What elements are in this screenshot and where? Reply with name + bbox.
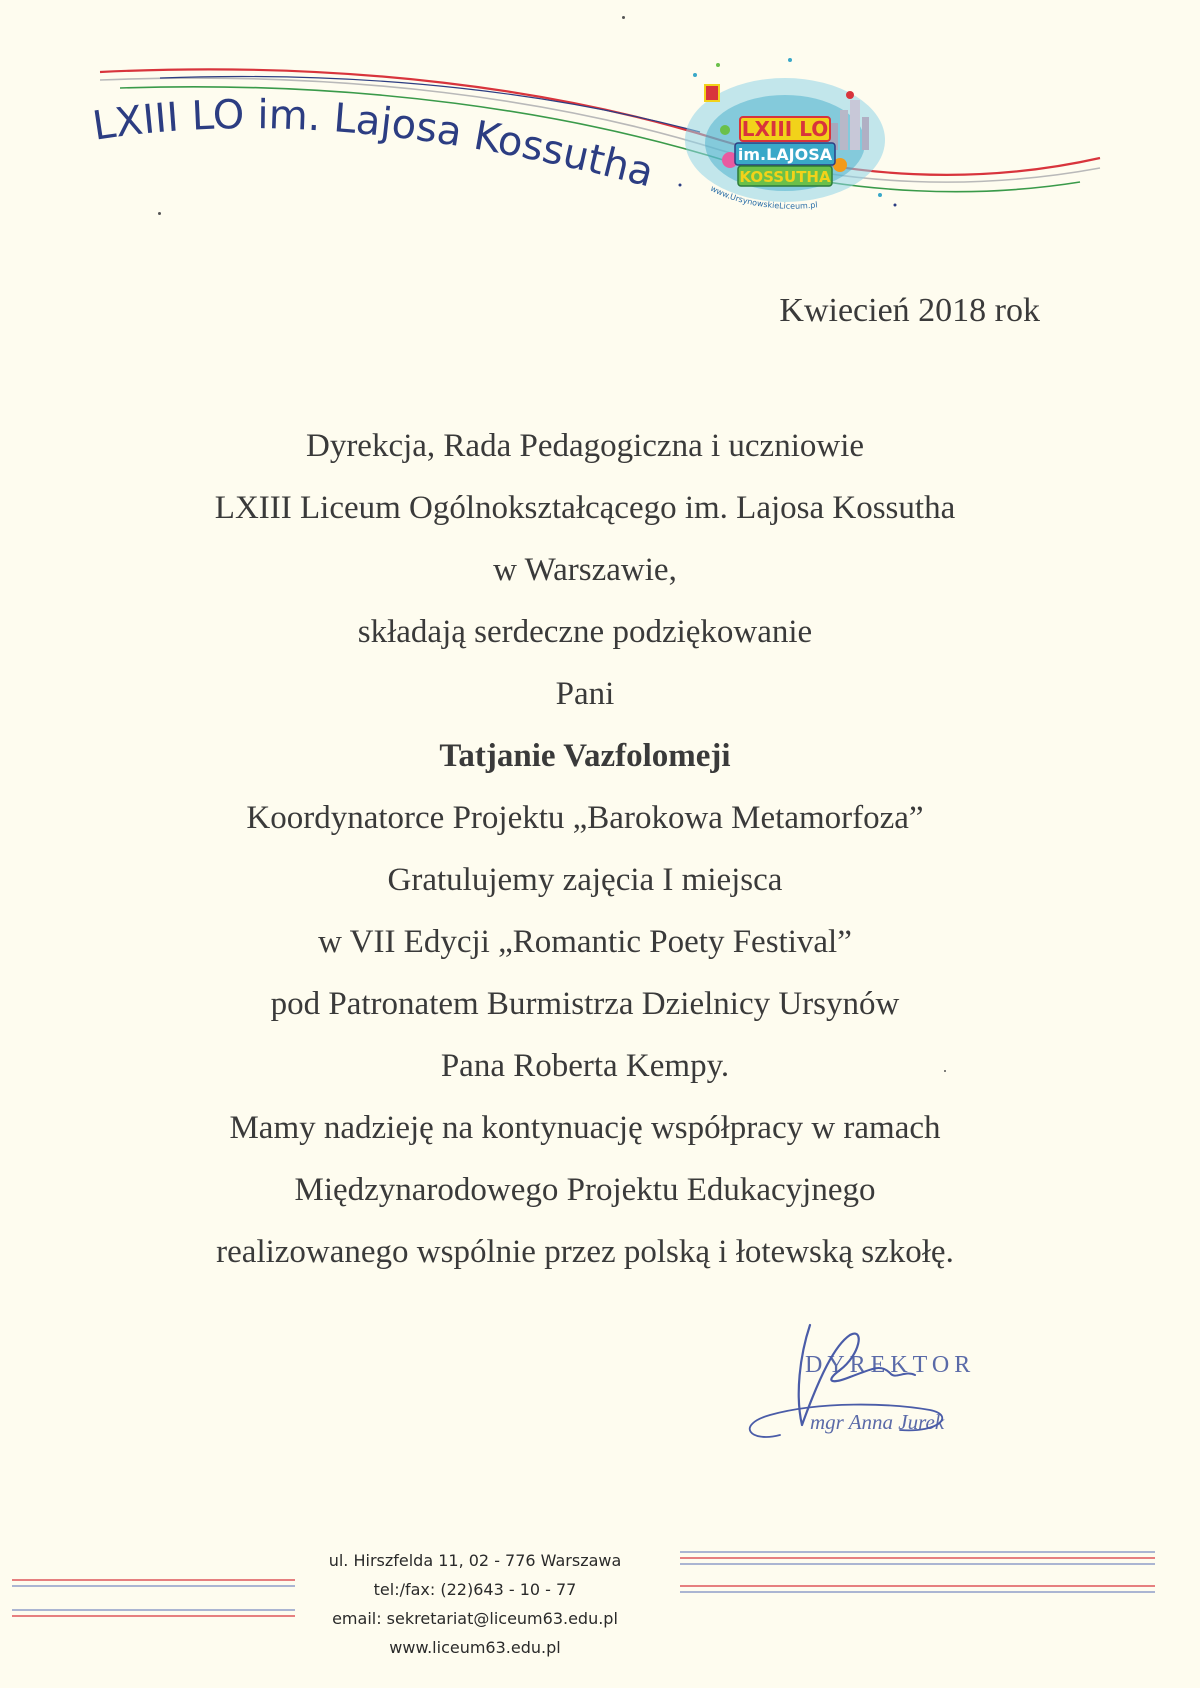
body-text (0, 415, 1170, 1283)
body-line: składają serdeczne podziękowanie (357, 614, 813, 650)
body-line: Gratulujemy zajęcia I miejsca (387, 862, 783, 898)
handwritten-signature (740, 1315, 980, 1455)
logo-url: www.UrsynowskieLiceum.pl (708, 183, 819, 211)
footer-contact (280, 1546, 670, 1662)
logo-line2: im.LAJOSA (737, 145, 833, 164)
body-line: pod Patronatem Burmistrza Dzielnicy Ursynów (270, 986, 900, 1022)
footer-phone: tel:/fax: (22)643 - 10 - 77 (373, 1580, 577, 1599)
body-line: Mamy nadzieję na kontynuację współpracy w ramach (229, 1110, 941, 1146)
body-line: Międzynarodowego Projektu Edukacyjnego (294, 1172, 876, 1208)
body-line: Pani (555, 676, 615, 712)
school-logo (679, 58, 897, 211)
header-banner (0, 0, 1200, 230)
document-date: Kwiecień 2018 rok (779, 292, 1040, 329)
signature-name: mgr Anna Jurek (810, 1410, 945, 1434)
recipient-name: Tatjanie Vazfolomeji (439, 738, 731, 774)
footer-address: ul. Hirszfelda 11, 02 - 776 Warszawa (328, 1551, 622, 1570)
body-line: realizowanego wspólnie przez polską i łotewską szkołę. (216, 1234, 954, 1270)
body-line: w VII Edycji „Romantic Poety Festival” (318, 924, 852, 960)
logo-line1: LXIII LO (741, 117, 829, 141)
body-line: Koordynatorce Projektu „Barokowa Metamorfoza” (246, 800, 924, 836)
signature-title: DYREKTOR (805, 1352, 976, 1378)
school-title: LXIII LO im. Lajosa Kossutha (89, 92, 659, 197)
body-line: Dyrekcja, Rada Pedagogiczna i uczniowie (305, 428, 865, 464)
body-line: LXIII Liceum Ogólnokształcącego im. Lajosa Kossutha (214, 490, 956, 526)
body-line: Pana Roberta Kempy. (440, 1048, 730, 1084)
footer-email: email: sekretariat@liceum63.edu.pl (332, 1609, 618, 1628)
logo-line3: KOSSUTHA (739, 168, 831, 186)
body-line: w Warszawie, (493, 552, 677, 588)
footer-website: www.liceum63.edu.pl (389, 1638, 561, 1657)
